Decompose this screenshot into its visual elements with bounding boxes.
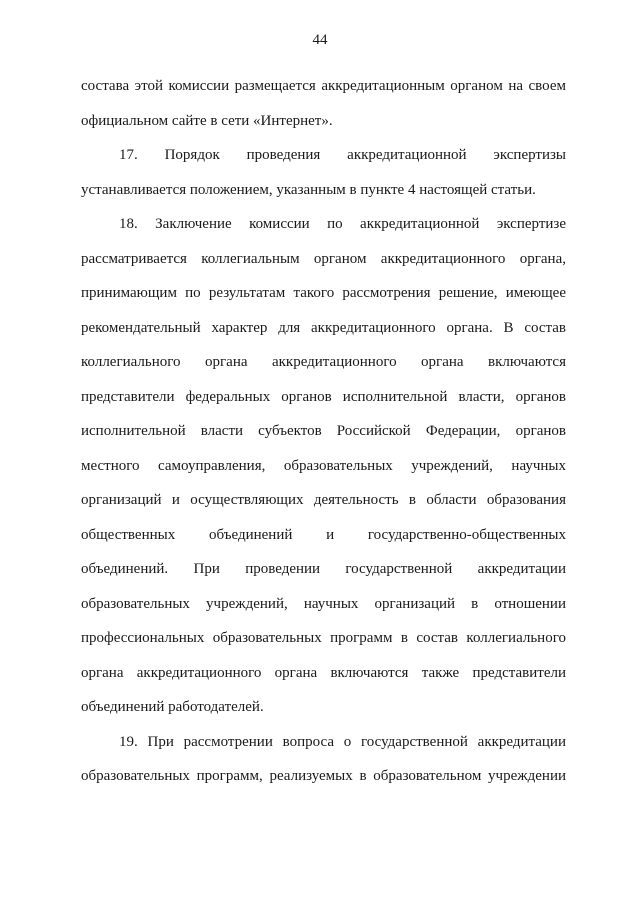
text-line: профессиональных образовательных программ в состав коллегиального [81,630,566,646]
page-number: 44 [312,32,328,48]
text-line: рекомендательный характер для аккредитационного органа. В состав [81,319,566,336]
text-line: исполнительной власти субъектов Российской Федерации, органов [81,423,566,439]
text-line: образовательных учреждений, научных организаций в отношении [81,595,566,612]
text-line: местного самоуправления, образовательных учреждений, научных [81,457,566,474]
text-line: устанавливается положением, указанным в пункте 4 настоящей статьи. [81,181,536,198]
paragraph-19 [81,732,566,801]
text-line: общественных объединений и государственно-общественных [81,526,566,543]
text-line: официальном сайте в сети «Интернет». [81,112,333,129]
paragraph-17 [81,145,566,214]
paragraph-continuation [81,76,566,145]
text-line: объединений работодателей. [81,699,264,715]
text-line: объединений. При проведении государственной аккредитации [81,561,566,577]
paragraph-18 [81,214,566,732]
text-line: принимающим по результатам такого рассмотрения решение, имеющее [81,285,566,301]
text-line: представители федеральных органов исполнительной власти, органов [81,388,566,405]
text-line: 19. При рассмотрении вопроса о государственной аккредитации [119,733,566,750]
text-line: организаций и осуществляющих деятельность в области образования [81,492,566,508]
text-line: 18. Заключение комиссии по аккредитационной экспертизе [119,216,566,232]
document-body [81,76,566,801]
text-line: состава этой комиссии размещается аккредитационным органом на своем [81,78,566,94]
text-line: коллегиального органа аккредитационного органа включаются [81,354,566,370]
text-line: рассматривается коллегиальным органом аккредитационного органа, [81,250,566,267]
text-line: 17. Порядок проведения аккредитационной экспертизы [119,147,566,163]
text-line: органа аккредитационного органа включаются также представители [81,664,566,681]
text-line: образовательных программ, реализуемых в образовательном учреждении [81,768,566,784]
